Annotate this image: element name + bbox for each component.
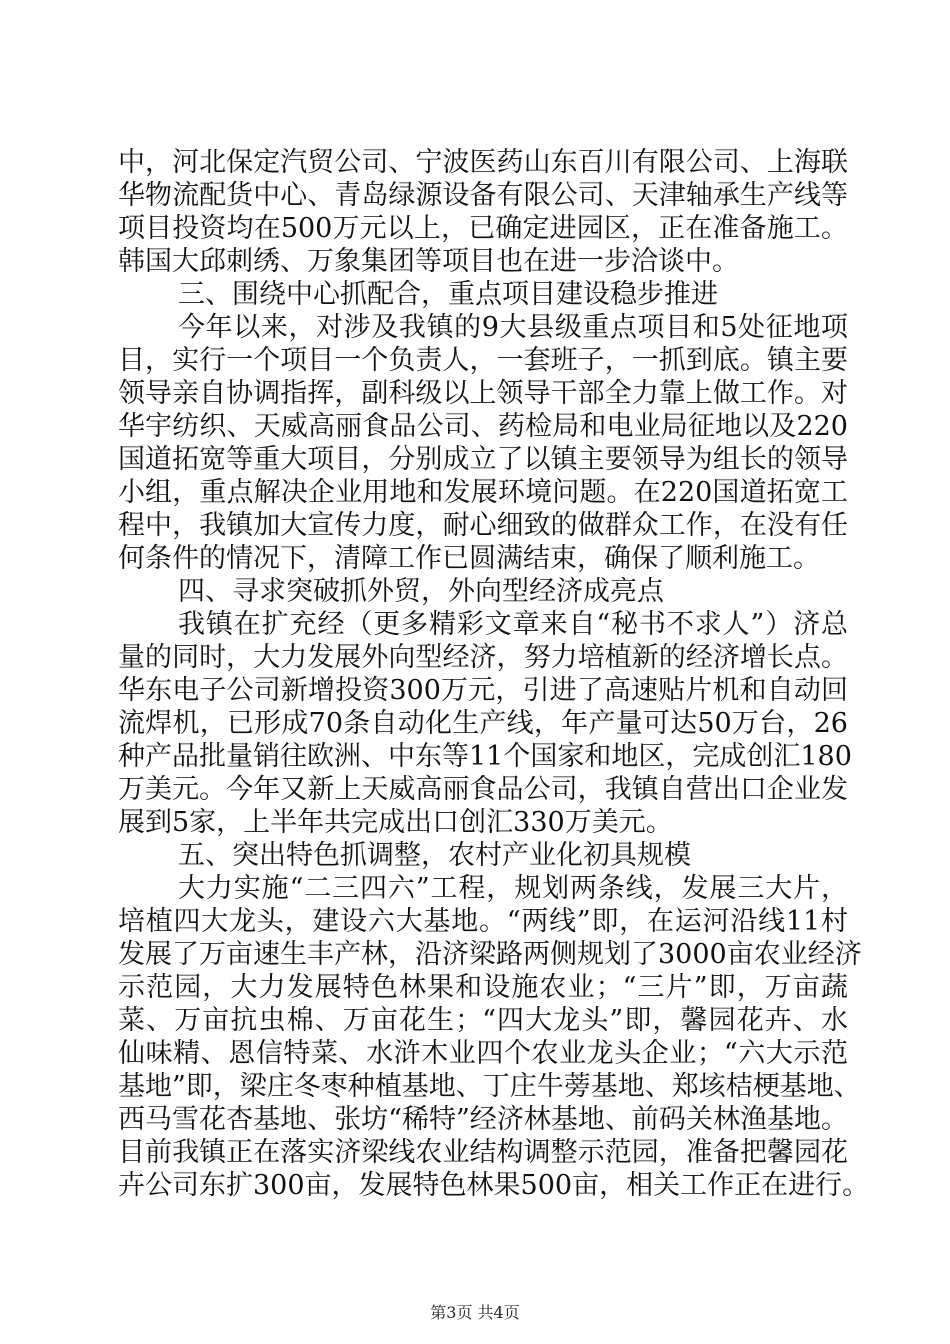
paragraph-line: 目前我镇正在落实济梁线农业结构调整示范园，准备把馨园花 <box>118 1137 848 1168</box>
paragraph-line: 华物流配货中心、青岛绿源设备有限公司、天津轴承生产线等 <box>118 180 848 211</box>
paragraph-line: 示范园，大力发展特色林果和设施农业；“三片”即，万亩蔬 <box>118 972 848 1003</box>
paragraph-line: 程中，我镇加大宣传力度，耐心细致的做群众工作，在没有任 <box>118 510 848 541</box>
paragraph-line: 目，实行一个项目一个负责人，一套班子，一抓到底。镇主要 <box>118 345 848 376</box>
section-heading: 四、寻求突破抓外贸，外向型经济成亮点 <box>178 576 664 607</box>
paragraph-line: 我镇在扩充经（更多精彩文章来自“秘书不求人”）济总 <box>178 609 848 640</box>
paragraph-line: 发展了万亩速生丰产林，沿济梁路两侧规划了3000亩农业经济 <box>118 939 862 970</box>
paragraph-line: 西马雪花杏基地、张坊“稀特”经济林基地、前码关林渔基地。 <box>118 1104 848 1135</box>
paragraph-line: 展到5家，上半年共完成出口创汇330万美元。 <box>118 807 673 838</box>
paragraph-line: 菜、万亩抗虫棉、万亩花生；“四大龙头”即，馨园花卉、水 <box>118 1005 848 1036</box>
page-footer <box>0 1300 950 1323</box>
paragraph-line: 华东电子公司新增投资300万元，引进了高速贴片机和自动回 <box>118 675 848 706</box>
paragraph-line: 华宇纺织、天威高丽食品公司、药检局和电业局征地以及220 <box>118 411 848 442</box>
section-heading: 五、突出特色抓调整，农村产业化初具规模 <box>178 840 691 871</box>
paragraph-line: 领导亲自协调指挥，副科级以上领导干部全力靠上做工作。对 <box>118 378 848 409</box>
paragraph-line: 项目投资均在500万元以上，已确定进园区，正在准备施工。 <box>118 213 848 244</box>
page-number-label: 第3页 共4页 <box>430 1303 520 1322</box>
paragraph-line: 种产品批量销往欧洲、中东等11个国家和地区，完成创汇180 <box>118 741 852 772</box>
paragraph-line: 培植四大龙头，建设六大基地。“两线”即，在运河沿线11村 <box>118 906 848 937</box>
paragraph-line: 万美元。今年又新上天威高丽食品公司，我镇自营出口企业发 <box>118 774 848 805</box>
paragraph-line: 流焊机，已形成70条自动化生产线，年产量可达50万台，26 <box>118 708 848 739</box>
paragraph-line: 量的同时，大力发展外向型经济，努力培植新的经济增长点。 <box>118 642 848 673</box>
document-body <box>118 146 870 1202</box>
paragraph-line: 何条件的情况下，清障工作已圆满结束，确保了顺利施工。 <box>118 543 820 574</box>
paragraph-line: 仙味精、恩信特菜、水浒木业四个农业龙头企业；“六大示范 <box>118 1038 848 1069</box>
section-heading: 三、围绕中心抓配合，重点项目建设稳步推进 <box>178 279 718 310</box>
paragraph-line: 基地”即，梁庄冬枣种植基地、丁庄牛蒡基地、郑垓桔梗基地、 <box>118 1071 861 1102</box>
paragraph-line: 大力实施“二三四六”工程，规划两条线，发展三大片， <box>178 873 848 904</box>
paragraph-line: 小组，重点解决企业用地和发展环境问题。在220国道拓宽工 <box>118 477 848 508</box>
paragraph-line: 卉公司东扩300亩，发展特色林果500亩，相关工作正在进行。 <box>118 1170 870 1201</box>
paragraph-line: 韩国大邱刺绣、万象集团等项目也在进一步洽谈中。 <box>118 246 739 277</box>
paragraph-line: 中，河北保定汽贸公司、宁波医药山东百川有限公司、上海联 <box>118 147 848 178</box>
paragraph-line: 国道拓宽等重大项目，分别成立了以镇主要领导为组长的领导 <box>118 444 848 475</box>
paragraph-line: 今年以来，对涉及我镇的9大县级重点项目和5处征地项 <box>178 312 848 343</box>
